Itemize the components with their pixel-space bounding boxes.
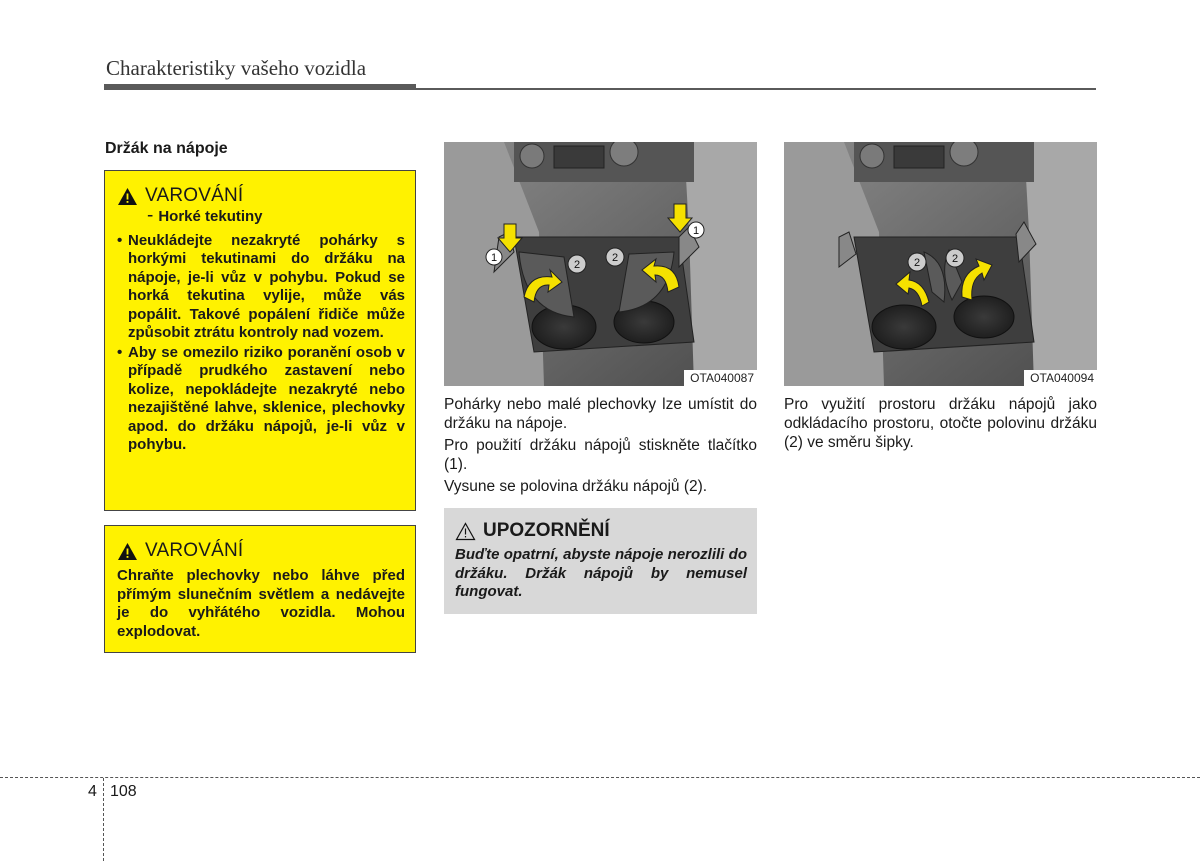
footer-rule — [0, 777, 1200, 778]
paragraph: Pro použití držáku nápojů stiskněte tlačítko (1). — [444, 437, 757, 473]
warning-title: VAROVÁNÍ — [145, 540, 244, 561]
callout-label: 1 — [490, 252, 498, 264]
figure-cupholder-rotate-half — [784, 142, 1097, 386]
paragraph: Pro využití prostoru držáku nápojů jako odkládacího prostoru, otočte polovinu držáku (2) ve směru šipky. — [784, 396, 1097, 451]
page-chapter: 4 — [88, 783, 97, 800]
warning-title-row — [117, 185, 405, 207]
warning-box-hot-liquids — [104, 170, 416, 511]
callout-label: 2 — [913, 257, 921, 269]
warning-box-cans-sun — [104, 525, 416, 653]
warning-subtitle: Horké tekutiny — [158, 208, 263, 225]
warning-list — [117, 232, 405, 455]
figure-code: OTA040087 — [684, 370, 757, 386]
column-3-text — [784, 395, 1097, 455]
callout-label: 2 — [951, 253, 959, 265]
paragraph: Vysune se polovina držáku nápojů (2). — [444, 478, 708, 495]
warning-triangle-icon — [117, 187, 138, 206]
warning-list-item: • Neukládejte nezakryté pohárky s horkými tekutinami do držáku na nápoje, je-li vůz v pohybu. Pokud se horká tekutina vylije, může vás popálit. Takové popálení řidiče může způsobit ztrátu kontroly nad vozem. — [117, 232, 405, 343]
cupholder-illustration — [444, 142, 757, 386]
page-number: 108 — [110, 783, 137, 800]
caution-text: Buďte opatrní, abyste nápoje nerozlili do držáku. Držák nápojů by nemusel fungovat. — [455, 546, 747, 600]
caution-title: UPOZORNĚNÍ — [483, 520, 610, 541]
warning-list-item: • Aby se omezilo riziko poranění osob v případě prudkého zastavení nebo kolize, nepokládejte nezakryté nebo nezajištěné lahve, sklenice, plechovky apod. do držáku nápojů, je-li vůz v pohybu. — [117, 344, 405, 455]
caution-title-row — [455, 520, 747, 542]
warning-title-row — [117, 540, 405, 562]
caution-box — [444, 508, 757, 614]
figure-cupholder-press-button — [444, 142, 757, 386]
column-2-text — [444, 395, 757, 499]
header-rule-thin — [416, 88, 1096, 90]
warning-title: VAROVÁNÍ — [145, 185, 244, 206]
subtitle-dash: - — [147, 205, 154, 226]
warning-triangle-icon — [117, 542, 138, 561]
section-heading: Držák na nápoje — [105, 140, 228, 157]
callout-label: 2 — [573, 259, 581, 271]
callout-label: 1 — [692, 225, 700, 237]
header-rule-thick — [104, 84, 416, 90]
footer-vertical-rule — [103, 778, 104, 861]
cupholder-illustration — [784, 142, 1097, 386]
warning-subtitle-row — [147, 207, 405, 227]
caution-triangle-icon — [455, 522, 476, 541]
figure-code: OTA040094 — [1024, 370, 1097, 386]
running-header: Charakteristiky vašeho vozidla — [106, 56, 367, 80]
warning-text: Chraňte plechovky nebo láhve před přímým slunečním světlem a nedávejte je do vyhřátého vozidla. Mohou explodovat. — [117, 567, 405, 640]
callout-label: 2 — [611, 252, 619, 264]
paragraph: Pohárky nebo malé plechovky lze umístit do držáku na nápoje. — [444, 396, 757, 432]
